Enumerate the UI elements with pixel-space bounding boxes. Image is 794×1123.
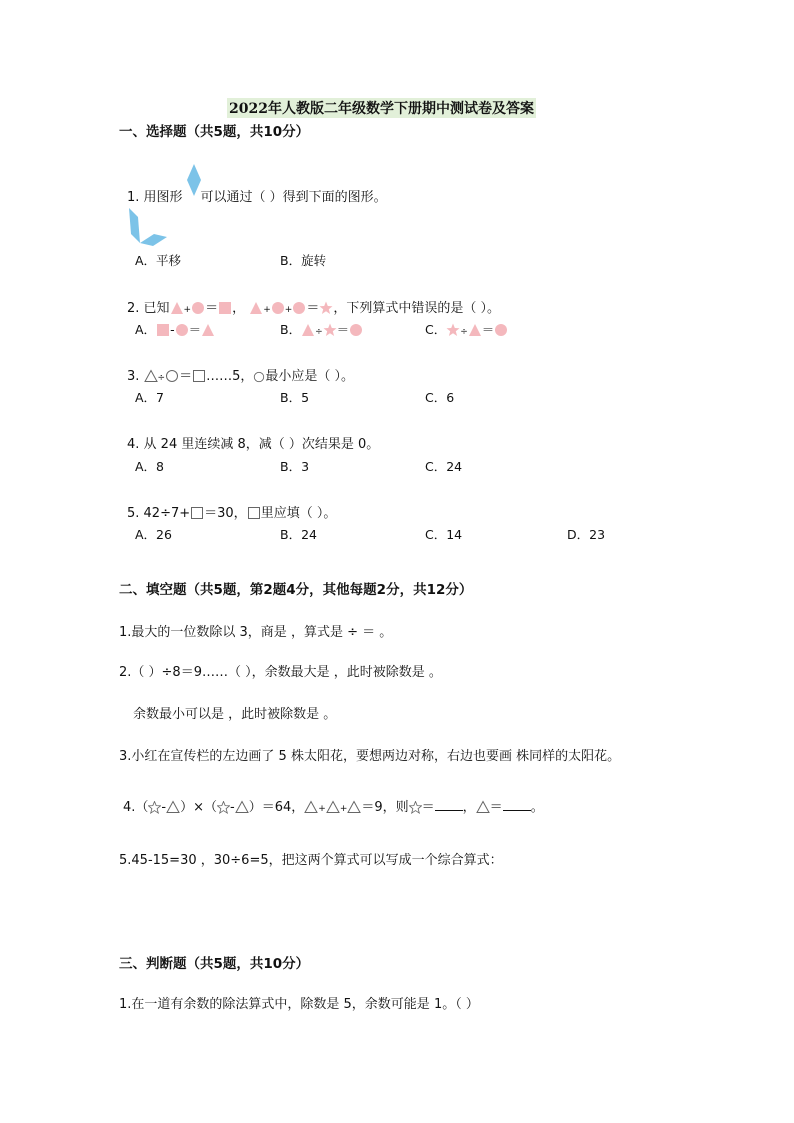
q4-option-a: A．8 — [135, 459, 165, 474]
triangle-icon — [170, 301, 184, 315]
q3-option-c: C．6 — [425, 390, 455, 405]
fill-question-1: 1.最大的一位数除以 3，商是 ，算式是 ÷ ＝ 。 — [119, 625, 393, 640]
circle-icon — [271, 301, 285, 315]
outline-triangle-icon — [166, 800, 180, 814]
circle-icon — [191, 301, 205, 315]
q1-option-a: A．平移 — [135, 253, 182, 268]
q3-option-a: A．7 — [135, 390, 165, 405]
fill-question-2b: 余数最小可以是 ，此时被除数是 。 — [133, 707, 337, 722]
q1-option-b: B．旋转 — [280, 253, 327, 268]
triangle-icon — [468, 323, 482, 337]
outline-circle-icon — [253, 371, 265, 383]
outline-star-icon — [409, 801, 422, 814]
outline-square-icon — [190, 506, 204, 520]
outline-star-icon — [148, 801, 161, 814]
q5-option-c: C．14 — [425, 527, 463, 542]
outline-triangle-icon — [347, 800, 361, 814]
section2-heading: 二、填空题（共5题，第2题4分，其他每题2分，共12分） — [119, 582, 473, 598]
question-1-3: 3. ÷ ＝ ……5， 最小应是（ ）。 — [127, 369, 355, 384]
star-icon — [319, 301, 333, 315]
outline-triangle-icon — [144, 369, 158, 383]
page-title: 2022年人教版二年级数学下册期中测试卷及答案 — [227, 98, 536, 118]
square-icon — [156, 323, 170, 337]
star-icon — [323, 323, 337, 337]
judge-question-1: 1.在一道有余数的除法算式中，除数是 5，余数可能是 1。（ ） — [119, 997, 479, 1012]
q5-option-a: A．26 — [135, 527, 172, 542]
q1-prefix: 1. 用图形 — [127, 190, 183, 205]
q4-option-c: C．24 — [425, 459, 463, 474]
rhombus-icon — [186, 163, 202, 197]
q5-option-d: D．23 — [567, 527, 606, 542]
fill-question-4: 4.（ - ）×（ - ）＝64， + + ＝9，则 ＝ ， ＝ 。 — [123, 800, 544, 815]
q2-suffix: ，下列算式中错误的是（ ）。 — [333, 301, 500, 316]
q5-option-b: B．24 — [280, 527, 317, 542]
outline-triangle-icon — [235, 800, 249, 814]
outline-triangle-icon — [476, 800, 490, 814]
outline-square-icon — [192, 369, 206, 383]
circle-icon — [292, 301, 306, 315]
section1-heading: 一、选择题（共5题，共10分） — [119, 124, 310, 140]
circle-icon — [494, 323, 508, 337]
square-icon — [218, 301, 232, 315]
answer-blank[interactable] — [435, 799, 463, 811]
fill-question-5: 5.45-15=30 ，30÷6=5，把这两个算式可以写成一个综合算式： — [119, 853, 503, 868]
section3-heading: 三、判断题（共5题，共10分） — [119, 956, 310, 972]
question-1-4: 4. 从 24 里连续减 8，减（ ）次结果是 0。 — [127, 437, 380, 452]
star-icon — [446, 323, 460, 337]
outline-triangle-icon — [326, 800, 340, 814]
triangle-icon — [249, 301, 263, 315]
q2-option-a: A． - ＝ — [135, 320, 215, 338]
fill-question-3: 3.小红在宣传栏的左边画了 5 株太阳花，要想两边对称，右边也要画 株同样的太阳花。 — [119, 749, 621, 764]
q4-option-b: B．3 — [280, 459, 310, 474]
circle-icon — [175, 323, 189, 337]
q2-option-c: C． ÷ ＝ — [425, 320, 508, 338]
outline-circle-icon — [165, 369, 179, 383]
q2-option-b: B． ÷ ＝ — [280, 320, 363, 338]
question-1-1 — [127, 186, 387, 205]
question-1-2: 2. 已知 + ＝ ， + + ＝ ，下列算式中错误的是（ ）。 — [127, 301, 500, 316]
question-1-5: 5. 42÷7+ ＝30， 里应填（ ）。 — [127, 506, 337, 521]
answer-blank[interactable] — [503, 799, 531, 811]
outline-star-icon — [217, 801, 230, 814]
q1-suffix: 可以通过（ ）得到下面的图形。 — [200, 190, 387, 205]
q3-option-b: B．5 — [280, 390, 310, 405]
triangle-icon — [301, 323, 315, 337]
rotated-rhombus-figure-icon — [126, 207, 168, 247]
circle-icon — [349, 323, 363, 337]
outline-square-icon — [247, 506, 261, 520]
fill-question-2a: 2.（ ）÷8＝9……（ ），余数最大是 ，此时被除数是 。 — [119, 665, 442, 680]
triangle-icon — [201, 323, 215, 337]
q2-prefix: 2. 已知 — [127, 301, 170, 316]
outline-triangle-icon — [304, 800, 318, 814]
